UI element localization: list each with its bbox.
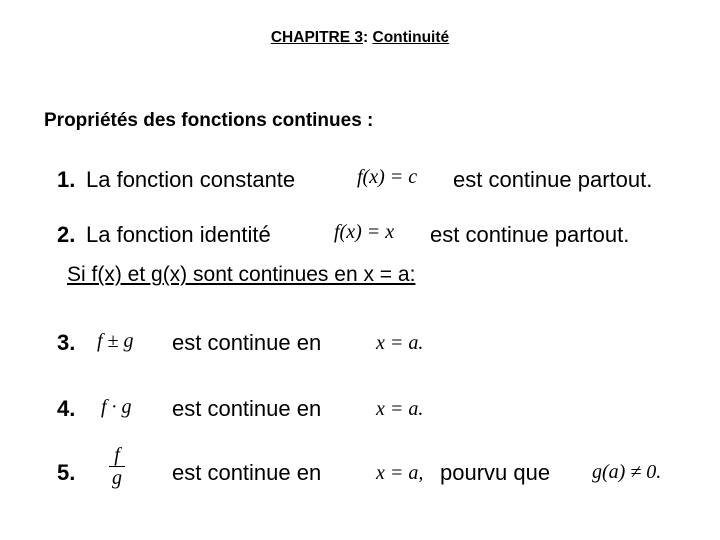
prop-2-number: 2. bbox=[57, 222, 76, 247]
rule-3-point bbox=[376, 332, 423, 355]
rule-5-number: 5. bbox=[57, 460, 76, 485]
rule-3-point-text: x = a. bbox=[376, 332, 424, 354]
rule-4-point bbox=[376, 398, 423, 421]
continuity-condition: Si f(x) et g(x) sont continues en x = a: bbox=[67, 263, 416, 286]
prop-1-formula bbox=[357, 166, 417, 189]
rule-3-text: est continue en bbox=[172, 330, 322, 355]
rule-4-expr-text: f · g bbox=[101, 396, 132, 418]
chapter-label: CHAPITRE 3 bbox=[270, 29, 364, 46]
prop-2-tail: est continue partout. bbox=[430, 222, 630, 247]
rule-3-expr bbox=[97, 330, 134, 353]
section-heading: Propriétés des fonctions continues : bbox=[44, 110, 374, 131]
rule-5-point-text: x = a, bbox=[376, 462, 424, 484]
fraction-denominator: g bbox=[112, 467, 122, 489]
rule-4-point-text: x = a. bbox=[376, 398, 424, 420]
rule-5-point bbox=[376, 462, 423, 485]
rule-4-number: 4. bbox=[57, 396, 76, 421]
chapter-topic: Continuité bbox=[372, 29, 450, 46]
rule-5-condition bbox=[592, 461, 661, 484]
prop-1-formula-text: f(x) = c bbox=[357, 166, 418, 188]
prop-1-tail: est continue partout. bbox=[453, 167, 653, 192]
rule-5-fraction bbox=[109, 444, 125, 489]
title-colon: : bbox=[363, 29, 369, 46]
page-title bbox=[0, 29, 720, 47]
prop-1-number: 1. bbox=[57, 167, 76, 192]
prop-2-text: La fonction identité bbox=[86, 222, 271, 247]
rule-5-condition-text: g(a) ≠ 0. bbox=[592, 461, 662, 483]
rule-4-text: est continue en bbox=[172, 396, 322, 421]
prop-2-formula-text: f(x) = x bbox=[334, 221, 395, 243]
rule-3-number: 3. bbox=[57, 330, 76, 355]
prop-2-formula bbox=[334, 221, 394, 244]
rule-4-expr bbox=[101, 396, 132, 419]
rule-5-extra: pourvu que bbox=[440, 460, 551, 485]
prop-1-text: La fonction constante bbox=[86, 167, 296, 192]
rule-5-text: est continue en bbox=[172, 460, 322, 485]
fraction-numerator: f bbox=[109, 444, 125, 467]
rule-3-expr-text: f ± g bbox=[97, 330, 134, 352]
